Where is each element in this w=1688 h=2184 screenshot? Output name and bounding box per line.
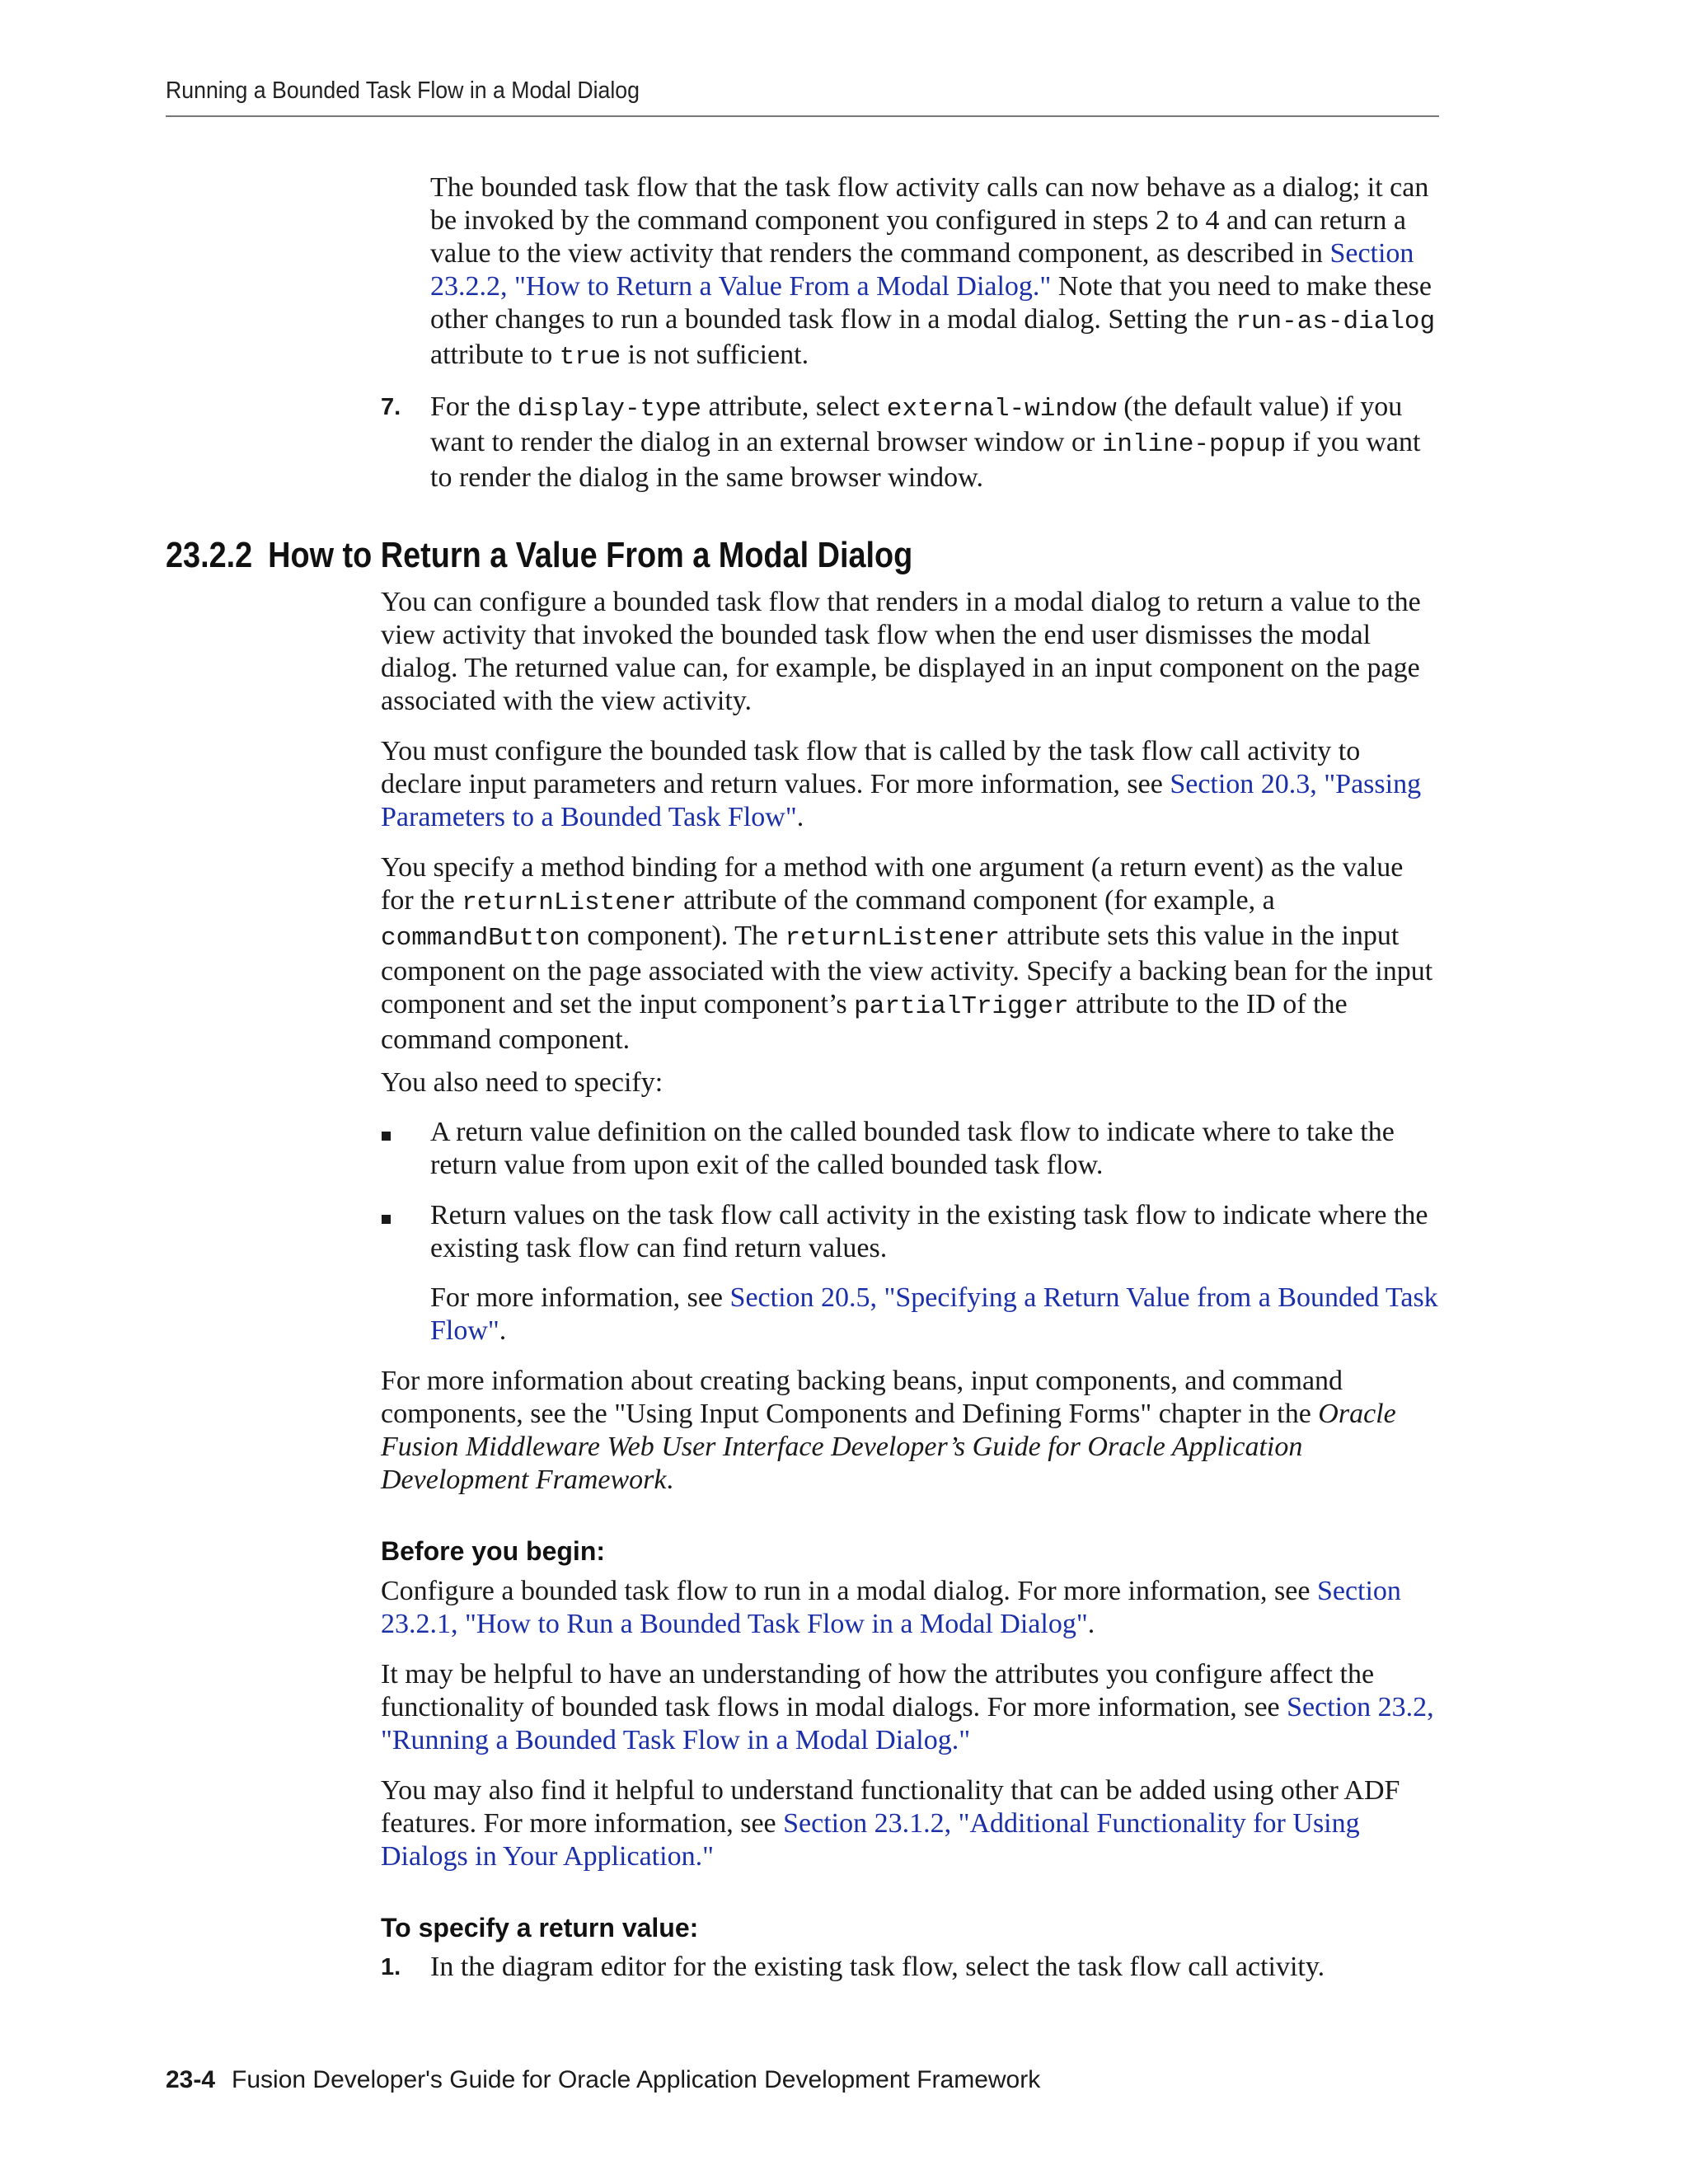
- code-partialtrigger: partialTrigger: [854, 992, 1069, 1021]
- book-title-italic: Oracle Fusion Middleware Web User Interface Developer’s Guide for Oracle Application Development Framework: [381, 1399, 1396, 1495]
- paragraph-3-text-b: attribute of the command component (for example, a: [676, 885, 1275, 916]
- before-begin-p1-text-a: Configure a bounded task flow to run in a modal dialog. For more information, see: [381, 1576, 1317, 1606]
- paragraph-4: [381, 1066, 1440, 1099]
- running-header: Running a Bounded Task Flow in a Modal Dialog: [166, 77, 640, 104]
- step-7-text-a: For the: [430, 391, 518, 422]
- intro-text-a: The bounded task flow that the task flow activity calls can now behave as a dialog; it can be invoked by the command component you configured in steps 2 to 4 and can return a value to the view activity that renders the command component, as described in: [430, 172, 1429, 269]
- code-run-as-dialog: run-as-dialog: [1236, 307, 1436, 336]
- code-commandbutton: commandButton: [381, 924, 580, 953]
- procedure-step-1-number: 1.: [381, 1954, 401, 1980]
- bullet-marker: [382, 1132, 391, 1141]
- bullet-followup: [430, 1282, 1440, 1347]
- section-heading: [166, 534, 912, 577]
- bullet-followup-text-b: .: [499, 1315, 507, 1346]
- link-section-20-5[interactable]: Section 20.5, "Specifying a Return Value from a Bounded Task Flow": [430, 1282, 1438, 1346]
- step-7-text-c: (the default value) if you want to render the dialog in an external browser window or: [430, 391, 1403, 457]
- procedure-step-1-content: In the diagram editor for the existing task flow, select the task flow call activity.: [430, 1952, 1325, 1982]
- before-begin-paragraph-1: [381, 1575, 1440, 1641]
- paragraph-1: [381, 586, 1440, 718]
- paragraph-3: [381, 851, 1440, 1057]
- paragraph-5: [381, 1365, 1440, 1497]
- paragraph-3-text-d: attribute sets this value in the input component on the page associated with the view activity. Specify a backing bean for the input component and set the input component’s: [381, 921, 1433, 1019]
- bullet-followup-text-a: For more information, see: [430, 1282, 730, 1313]
- code-external-window: external-window: [886, 395, 1117, 424]
- paragraph-5-text-b: .: [666, 1465, 674, 1495]
- paragraph-2-text-b: .: [796, 802, 804, 832]
- bullet-item: [430, 1116, 1440, 1182]
- link-section-23-2-1[interactable]: Section 23.2.1, "How to Run a Bounded Task Flow in a Modal Dialog": [381, 1576, 1401, 1639]
- intro-text-d: is not sufficient.: [621, 340, 809, 370]
- step-7-text: [430, 391, 1440, 494]
- link-section-23-1-2[interactable]: Section 23.1.2, "Additional Functionality for Using Dialogs in Your Application.": [381, 1808, 1360, 1872]
- code-returnlistener-2: returnListener: [785, 924, 1000, 953]
- bullet-item-text: Return values on the task flow call activity in the existing task flow to indicate where the existing task flow can find return values.: [430, 1200, 1428, 1263]
- before-begin-paragraph-2: [381, 1658, 1440, 1757]
- before-begin-p1-text-b: .: [1087, 1609, 1095, 1639]
- paragraph-1-text: You can configure a bounded task flow that renders in a modal dialog to return a value to the view activity that invoked the bounded task flow when the end user dismisses the modal dialog. The returned value can, for example, be displayed in an input component on the page associated with the view activity.: [381, 587, 1421, 716]
- paragraph-3-text-e: attribute to the ID of the command component.: [381, 989, 1348, 1055]
- step-7-text-b: attribute, select: [701, 391, 887, 422]
- code-display-type: display-type: [517, 395, 702, 424]
- code-true: true: [559, 343, 621, 372]
- paragraph-3-text-a: You specify a method binding for a method with one argument (a return event) as the value for the: [381, 852, 1404, 916]
- footer-book-title: Fusion Developer's Guide for Oracle Application Development Framework: [232, 2066, 1041, 2093]
- before-begin-p3-text-a: You may also find it helpful to understand functionality that can be added using other ADF features. For more information, see: [381, 1775, 1400, 1839]
- bullet-marker: [382, 1215, 391, 1224]
- bullet-item-text: A return value definition on the called bounded task flow to indicate where to take the return value from upon exit of the called bounded task flow.: [430, 1117, 1395, 1180]
- bullet-item: [430, 1199, 1440, 1265]
- step-7-number: 7.: [381, 394, 401, 420]
- paragraph-2-text-a: You must configure the bounded task flow that is called by the task flow call activity to declare input parameters and return values. For more information, see: [381, 736, 1361, 799]
- section-number: 23.2.2: [166, 535, 253, 575]
- page-number: 23-4: [166, 2066, 216, 2093]
- before-you-begin-heading: Before you begin:: [381, 1536, 606, 1566]
- intro-text-b: Note that you need to make these other changes to run a bounded task flow in a modal dialog. Setting the: [430, 271, 1432, 335]
- before-begin-paragraph-3: [381, 1774, 1440, 1873]
- intro-paragraph: [430, 171, 1440, 374]
- link-section-20-3[interactable]: Section 20.3, "Passing Parameters to a Bounded Task Flow": [381, 769, 1422, 832]
- before-begin-p2-text-a: It may be helpful to have an understanding of how the attributes you configure affect the functionality of bounded task flows in modal dialogs. For more information, see: [381, 1659, 1375, 1722]
- paragraph-2: [381, 735, 1440, 834]
- page-footer: [166, 2064, 1040, 2097]
- paragraph-4-text: You also need to specify:: [381, 1067, 663, 1098]
- step-7-text-d: if you want to render the dialog in the same browser window.: [430, 427, 1421, 493]
- code-returnlistener: returnListener: [462, 888, 677, 917]
- procedure-heading: To specify a return value:: [381, 1913, 699, 1943]
- intro-text-c: attribute to: [430, 340, 560, 370]
- section-title: How to Return a Value From a Modal Dialog: [268, 535, 913, 575]
- paragraph-5-text-a: For more information about creating backing beans, input components, and command components, see the "Using Input Components and Defining Forms" chapter in the: [381, 1366, 1343, 1429]
- link-section-23-2[interactable]: Section 23.2, "Running a Bounded Task Flow in a Modal Dialog.": [381, 1692, 1434, 1755]
- link-section-23-2-2[interactable]: Section 23.2.2, "How to Return a Value From a Modal Dialog.": [430, 238, 1414, 302]
- procedure-step-1-text: [430, 1951, 1440, 1984]
- code-inline-popup: inline-popup: [1101, 430, 1287, 459]
- paragraph-3-text-c: component). The: [579, 921, 785, 951]
- header-rule: [166, 115, 1439, 117]
